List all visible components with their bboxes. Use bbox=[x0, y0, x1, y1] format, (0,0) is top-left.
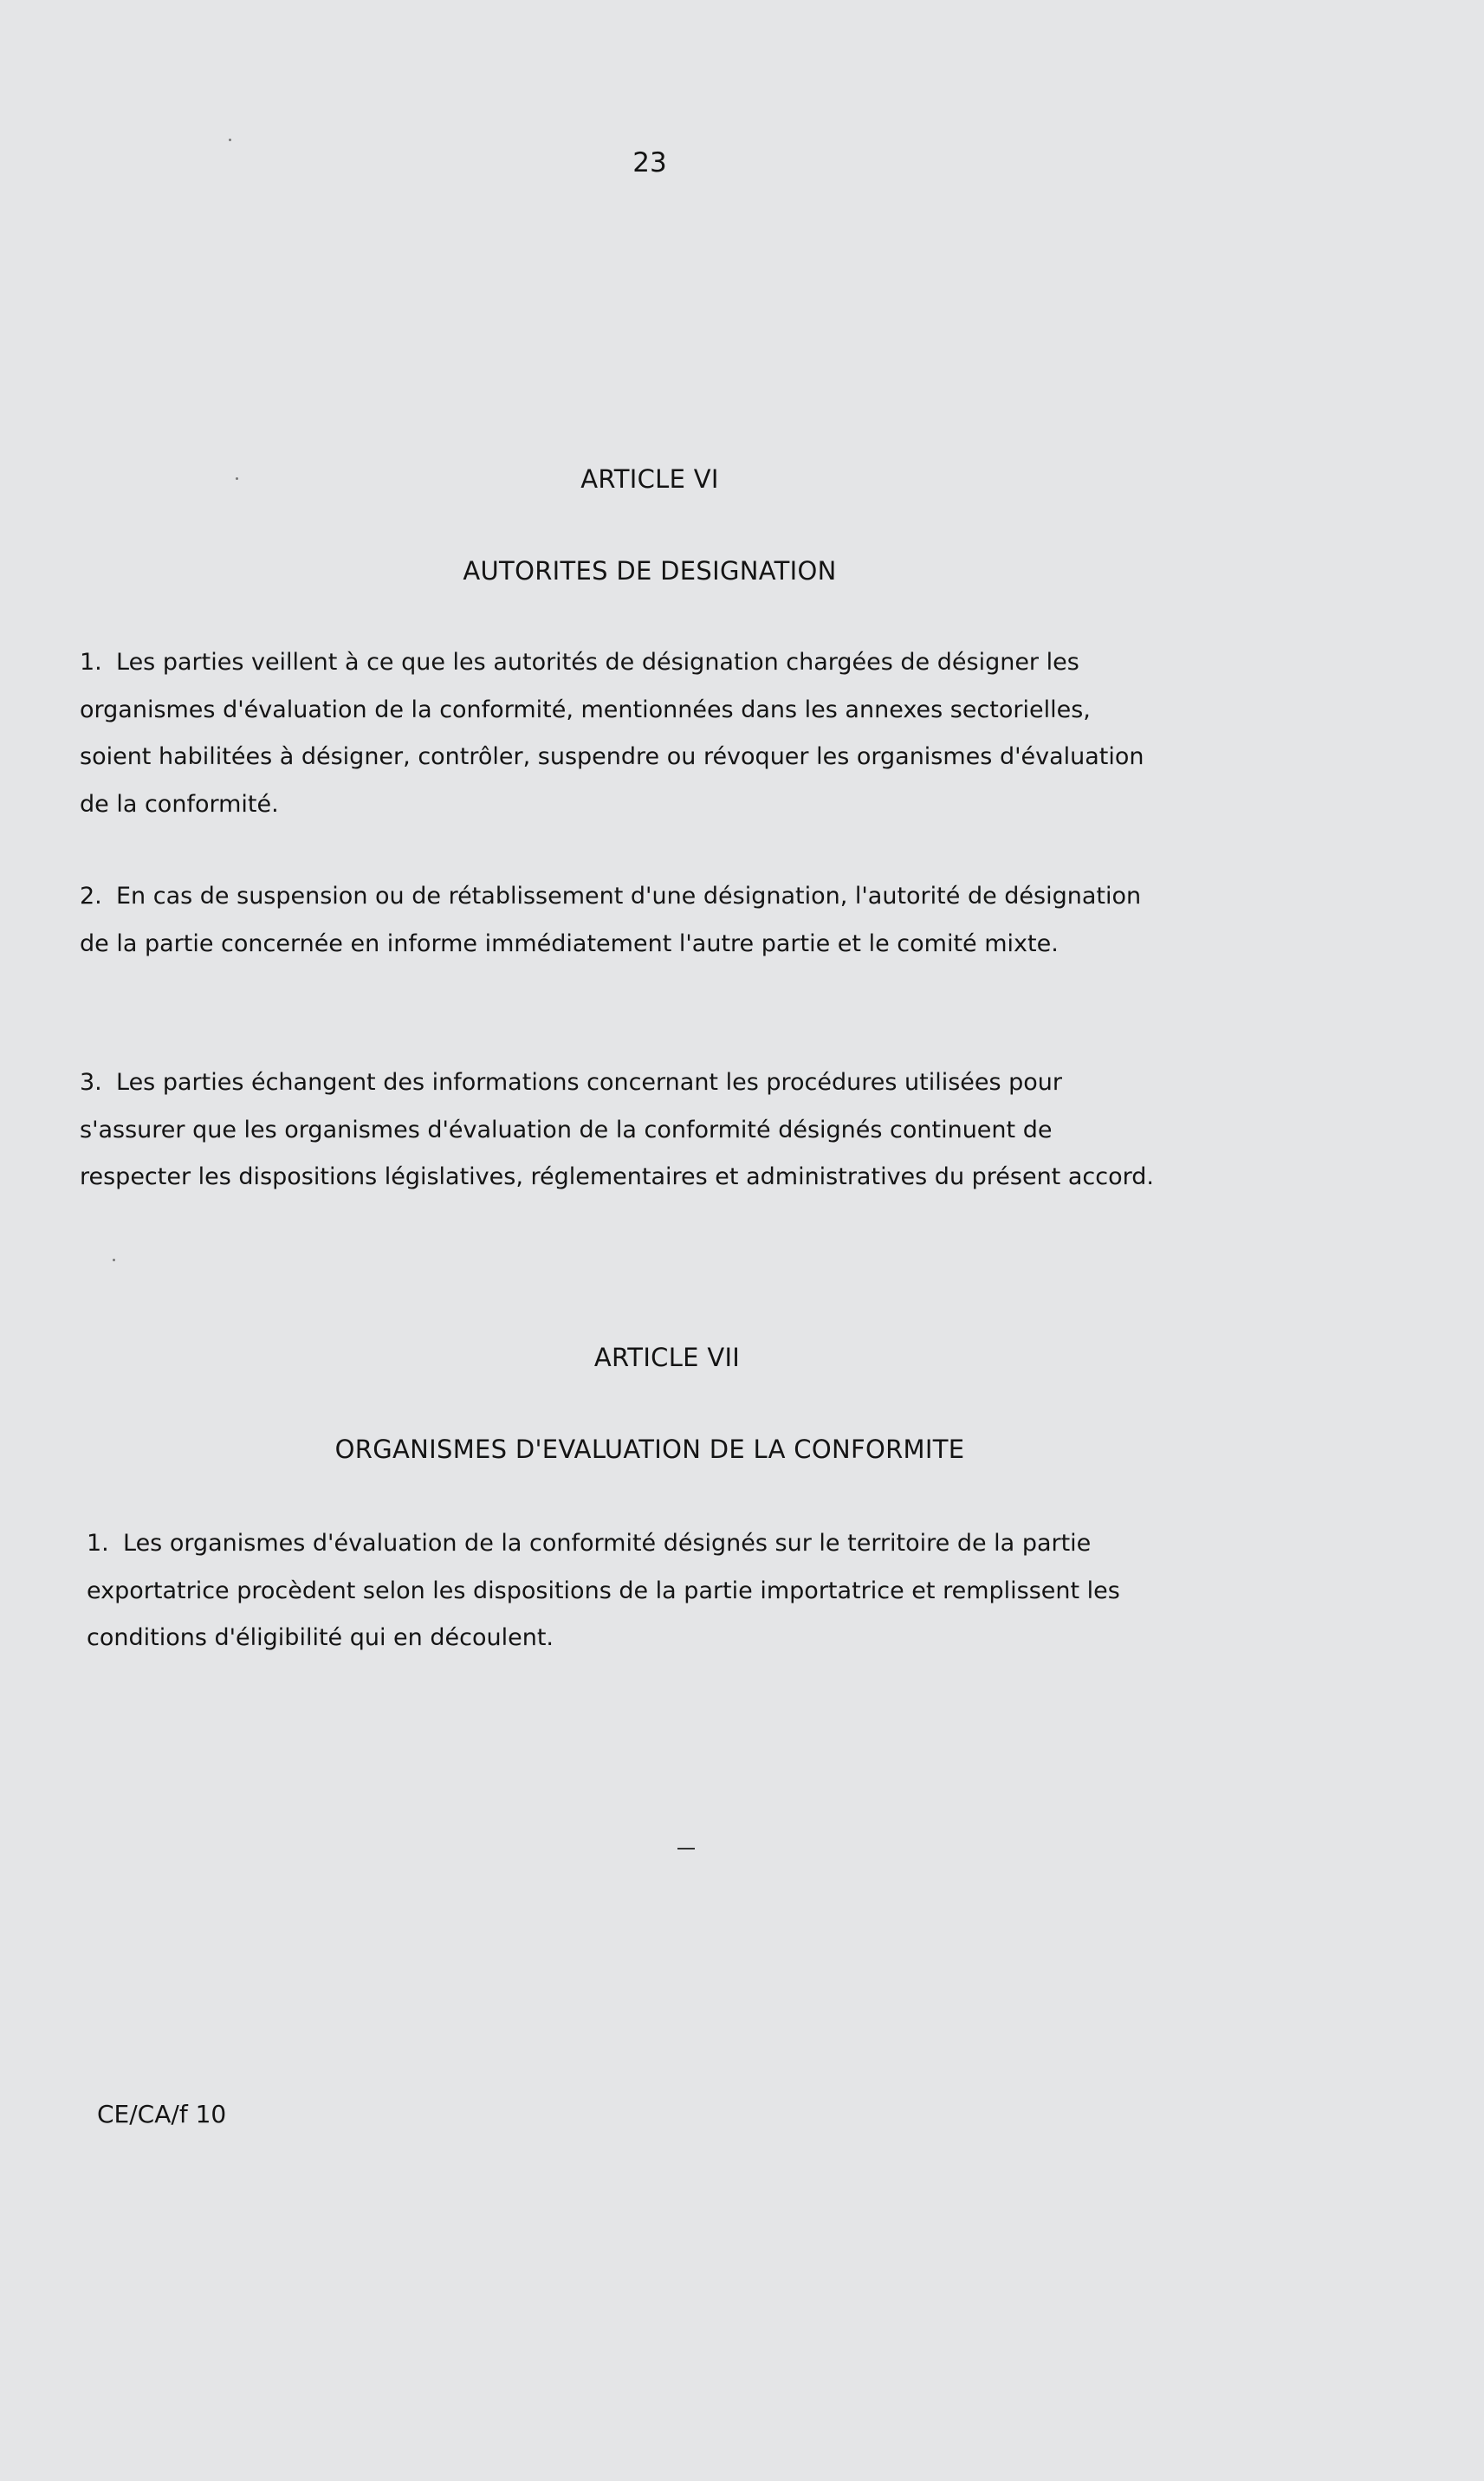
article-vi-subtitle: AUTORITES DE DESIGNATION bbox=[463, 556, 837, 586]
article-vi-paragraph-1 bbox=[80, 639, 1154, 828]
article-vii-subtitle: ORGANISMES D'EVALUATION DE LA CONFORMITE bbox=[334, 1435, 965, 1464]
document-reference: CE/CA/f 10 bbox=[97, 2100, 227, 2128]
paragraph-text: Les parties échangent des informations concernant les procédures utilisées pour s'assurer que les organismes d'évaluation de la conformité désignés continuent de respecter les dispositions législatives, réglementaires et administratives du présent accord. bbox=[80, 1069, 1154, 1190]
paragraph-number: 2. bbox=[80, 883, 102, 910]
scan-speck bbox=[113, 1259, 115, 1261]
page-number: 23 bbox=[632, 147, 667, 178]
paragraph-number: 1. bbox=[80, 649, 102, 676]
separator-dash bbox=[677, 1848, 695, 1849]
paragraph-number: 3. bbox=[80, 1069, 102, 1096]
article-vii-title: ARTICLE VII bbox=[593, 1343, 741, 1372]
paragraph-text: Les parties veillent à ce que les autorités de désignation chargées de désigner les organismes d'évaluation de la conformité, mentionnées dans les annexes sectorielles, soient habilitées à désigner, contrôler, suspendre ou révoquer les organismes d'évaluation de la conformité. bbox=[80, 649, 1144, 818]
paragraph-text: Les organismes d'évaluation de la conformité désignés sur le territoire de la partie exportatrice procèdent selon les dispositions de la partie importatrice et remplissent les conditions d'éligibilité qui en découlent. bbox=[87, 1530, 1120, 1651]
article-vi-paragraph-3 bbox=[80, 1059, 1154, 1202]
paragraph-number: 1. bbox=[87, 1530, 109, 1557]
scan-speck bbox=[229, 139, 231, 141]
article-vi-title: ARTICLE VI bbox=[580, 464, 719, 494]
article-vi-paragraph-2 bbox=[80, 873, 1154, 968]
article-vii-paragraph-1 bbox=[87, 1520, 1161, 1662]
scan-speck bbox=[236, 477, 238, 480]
paragraph-text: En cas de suspension ou de rétablissement d'une désignation, l'autorité de désignation de la partie concernée en informe immédiatement l'autre partie et le comité mixte. bbox=[80, 883, 1142, 957]
